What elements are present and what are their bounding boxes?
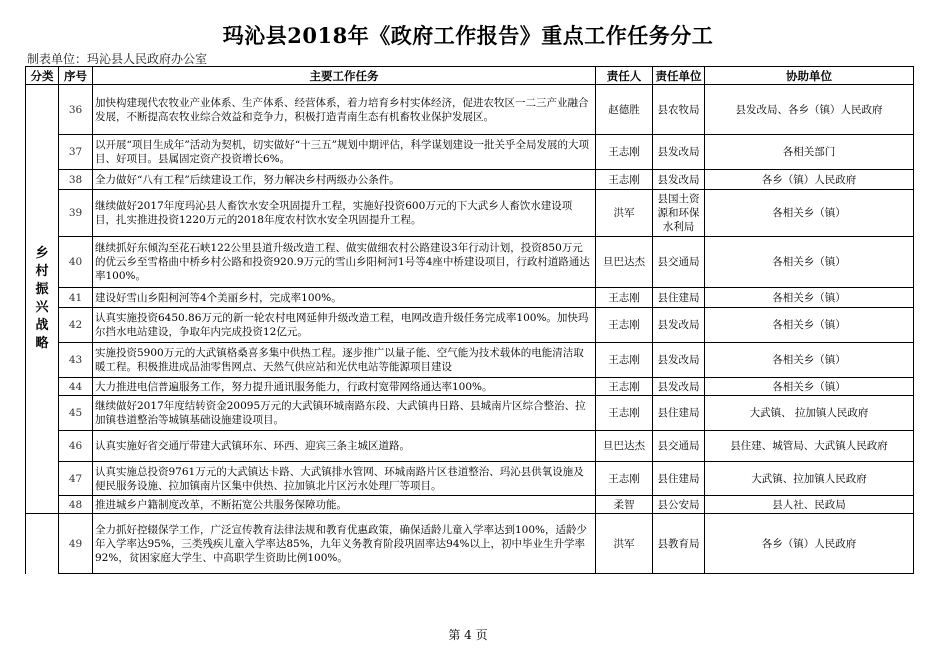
row-person: 王志刚 [596,288,653,308]
table-row [26,378,914,396]
row-person: 柔智 [596,496,653,514]
row-assist: 大武镇、拉加镇人民政府 [705,462,914,496]
row-task: 继续抓好东倾沟至花石峡122公里县道升级改造工程、做实做细农村公路建设3年行动计划，投资850万元的优云乡至雪格曲中桥乡村公路和投资920.9万元的雪山乡阳柯河1号等4座中桥建设项目，行政村道路通达率100%。 [93,237,596,288]
row-person: 旦巴达杰 [596,237,653,288]
category-cell-next [26,514,59,574]
row-task: 建设好雪山乡阳柯河等4个美丽乡村，完成率100%。 [93,288,596,308]
row-seq: 48 [59,496,93,514]
row-task: 大力推进电信普遍服务工作，努力提升通讯服务能力，行政村宽带网络通达率100%。 [93,378,596,396]
row-seq: 44 [59,378,93,396]
row-seq: 41 [59,288,93,308]
header-assist: 协助单位 [705,67,914,85]
table-row [26,135,914,170]
row-person: 王志刚 [596,135,653,170]
row-dept: 县住建局 [653,462,705,496]
row-assist: 各相关部门 [705,135,914,170]
compiling-unit: 制表单位：玛沁县人民政府办公室 [27,52,208,66]
row-assist: 县发改局、各乡（镇）人民政府 [705,85,914,135]
table-header-row [26,67,914,85]
row-seq: 39 [59,190,93,237]
row-task: 认真实施总投资9761万元的大武镇达卡路、大武镇排水管网、环城南路片区巷道整治、玛沁县供氧设施及便民服务设施、拉加镇南片区集中供热、拉加镇北片区污水处理厂等项目。 [93,462,596,496]
table-row [26,343,914,378]
row-person: 王志刚 [596,343,653,378]
table-row [26,496,914,514]
row-dept: 县交通局 [653,431,705,462]
row-task: 全力抓好控辍保学工作，广泛宣传教育法律法规和教育优惠政策，确保适龄儿童入学率达到100%，适龄少年入学率达95%，三类残疾儿童入学率达85%，九年义务教育阶段巩固率达94%以上，初中毕业生升学率92%，贫困家庭大学生、中高职学生资助比例100%。 [93,514,596,574]
row-task: 继续做好2017年度结转资金20095万元的大武镇环城南路东段、大武镇冉日路、县城南片区综合整治、拉加镇巷道整治等城镇基础设施建设项目。 [93,396,596,431]
page-number: 第 4 页 [448,628,488,642]
header-dept: 责任单位 [653,67,705,85]
row-dept: 县发改局 [653,378,705,396]
table-row [26,396,914,431]
row-dept: 县住建局 [653,396,705,431]
header-category: 分类 [26,67,59,85]
row-assist: 各相关乡（镇） [705,237,914,288]
row-person: 旦巴达杰 [596,431,653,462]
row-assist: 各相关乡（镇） [705,190,914,237]
row-dept: 县发改局 [653,170,705,190]
row-task: 全力做好“八有工程”后续建设工作，努力解决乡村两级办公条件。 [93,170,596,190]
row-dept: 县发改局 [653,343,705,378]
document-title: 玛沁县2018年《政府工作报告》重点工作任务分工 [222,23,714,48]
row-dept: 县交通局 [653,237,705,288]
row-task: 继续做好2017年度玛沁县人畜饮水安全巩固提升工程，实施好投资600万元的下大武乡人畜饮水建设项目，扎实推进投资1220万元的2018年度农村饮水安全巩固提升工程。 [93,190,596,237]
row-seq: 47 [59,462,93,496]
row-seq: 36 [59,85,93,135]
row-dept: 县教育局 [653,514,705,574]
row-dept: 县国土资源和环保水利局 [653,190,705,237]
row-person: 王志刚 [596,396,653,431]
row-person: 王志刚 [596,170,653,190]
table-row [26,431,914,462]
row-assist: 各乡（镇）人民政府 [705,170,914,190]
row-task: 加快构建现代农牧业产业体系、生产体系、经营体系，着力培育乡村实体经济，促进农牧区一二三产业融合发展，不断提高农牧业综合效益和竞争力，积极打造青南生态有机畜牧业保护发展区。 [93,85,596,135]
row-assist: 各相关乡（镇） [705,343,914,378]
row-person: 赵德胜 [596,85,653,135]
category-cell [26,85,59,514]
row-assist: 各乡（镇）人民政府 [705,514,914,574]
row-dept: 县农牧局 [653,85,705,135]
row-assist: 各相关乡（镇） [705,308,914,343]
row-seq: 45 [59,396,93,431]
row-assist: 县住建、城管局、大武镇人民政府 [705,431,914,462]
table-row [26,462,914,496]
row-task: 以开展“项目生成年”活动为契机，切实做好“十三五”规划中期评估，科学谋划建设一批关乎全局发展的大项目、好项目。县属固定资产投资增长6%。 [93,135,596,170]
row-task: 认真实施好省交通厅带建大武镇环东、环西、迎宾三条主城区道路。 [93,431,596,462]
row-seq: 49 [59,514,93,574]
header-task: 主要工作任务 [93,67,596,85]
row-seq: 37 [59,135,93,170]
row-dept: 县发改局 [653,308,705,343]
row-assist: 各相关乡（镇） [705,288,914,308]
row-task: 认真实施投资6450.86万元的新一轮农村电网延伸升级改造工程，电网改造升级任务完成率100%。加快玛尔挡水电站建设，争取年内完成投资12亿元。 [93,308,596,343]
table-row [26,308,914,343]
row-person: 洪军 [596,190,653,237]
row-assist: 各相关乡（镇） [705,378,914,396]
category-label: 乡村振兴战略 [35,246,49,351]
row-person: 王志刚 [596,308,653,343]
row-person: 王志刚 [596,378,653,396]
table-row [26,170,914,190]
row-assist: 县人社、民政局 [705,496,914,514]
row-assist: 大武镇、 拉加镇人民政府 [705,396,914,431]
table-row [26,85,914,135]
row-task: 推进城乡户籍制度改革，不断拓宽公共服务保障功能。 [93,496,596,514]
row-seq: 38 [59,170,93,190]
row-dept: 县发改局 [653,135,705,170]
table-row [26,237,914,288]
header-person: 责任人 [596,67,653,85]
table-row [26,514,914,574]
row-seq: 46 [59,431,93,462]
header-seq: 序号 [59,67,93,85]
task-table [25,66,914,574]
row-dept: 县住建局 [653,288,705,308]
table-row [26,288,914,308]
row-person: 洪军 [596,514,653,574]
row-person: 王志刚 [596,462,653,496]
row-seq: 40 [59,237,93,288]
table-row [26,190,914,237]
row-dept: 县公安局 [653,496,705,514]
row-seq: 42 [59,308,93,343]
row-seq: 43 [59,343,93,378]
row-task: 实施投资5900万元的大武镇格桑喜多集中供热工程。逐步推广以量子能、空气能为技术载体的电能清洁取暖工程。积极推进成品油零售网点、天然气供应站和光伏电站等能源项目建设 [93,343,596,378]
